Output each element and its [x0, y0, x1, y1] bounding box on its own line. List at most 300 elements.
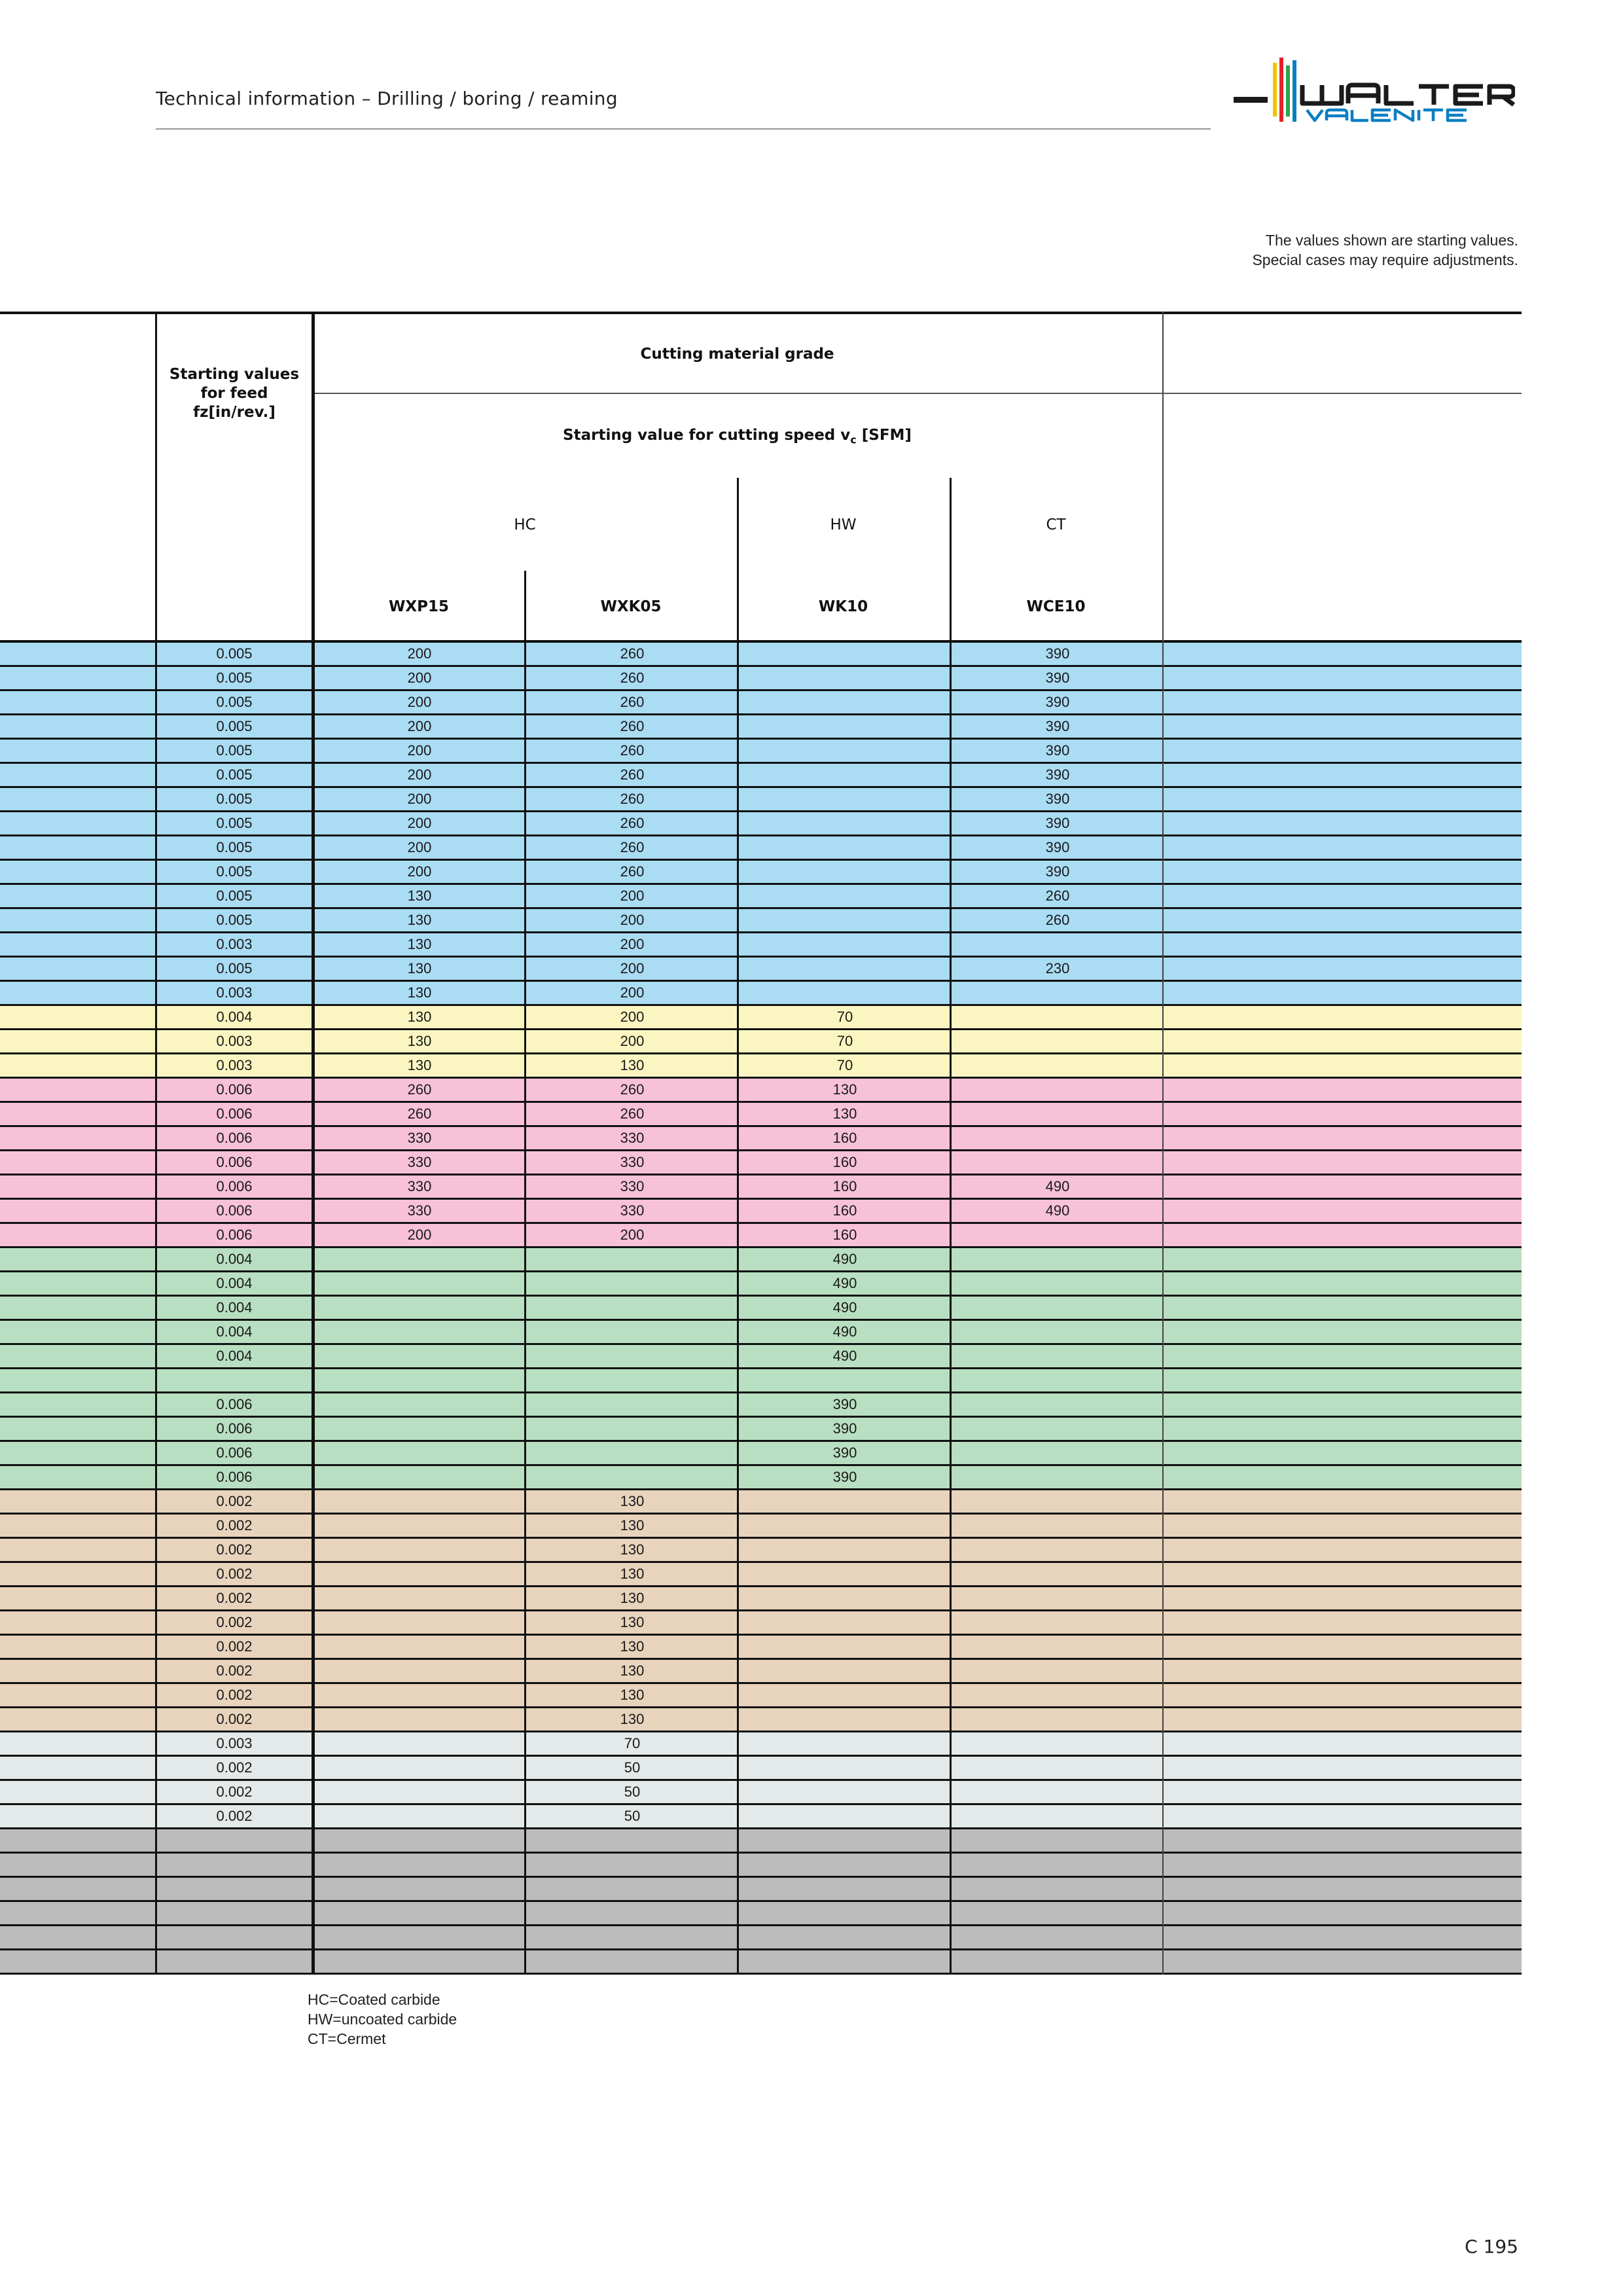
- cell-wxk05: 130: [620, 1711, 645, 1727]
- cell-wce10: [952, 1636, 1163, 1658]
- cutting-speed-label: Starting value for cutting speed v: [563, 427, 851, 444]
- cell-wxk05: 50: [624, 1808, 641, 1824]
- cell-feed: 0.005: [216, 839, 253, 855]
- cell-wxk05: 330: [620, 1154, 645, 1170]
- cell-wce10: [952, 1054, 1163, 1077]
- col-wxk05: WXK05: [600, 598, 662, 615]
- table-row: [0, 1539, 1522, 1563]
- cell-wxk05: 130: [620, 1638, 645, 1655]
- table-row: [0, 667, 1522, 691]
- table-top-rule: [0, 312, 1522, 314]
- cell-wce10: [952, 1079, 1163, 1101]
- cell-wxp15: 200: [407, 670, 432, 686]
- cell-wce10: [952, 1224, 1163, 1246]
- cell-wk10: 130: [832, 1105, 857, 1122]
- cell-wxp15: [314, 1418, 525, 1440]
- table-row: [0, 1902, 1522, 1926]
- table-row: [0, 1321, 1522, 1345]
- grade-header-divider: [313, 393, 1522, 394]
- cell-feed: 0.003: [216, 1033, 253, 1049]
- cell-feed: 0.005: [216, 742, 253, 759]
- cell-wxp15: [314, 1660, 525, 1682]
- cell-wxp15: [314, 1684, 525, 1706]
- table-row: [0, 691, 1522, 715]
- cell-feed: 0.004: [216, 1251, 253, 1267]
- cell-wxk05: 260: [620, 742, 645, 759]
- table-row: [0, 1854, 1522, 1878]
- legend-hw: HW=uncoated carbide: [308, 2011, 457, 2028]
- cell-wxp15: [314, 1757, 525, 1779]
- table-row: [0, 740, 1522, 764]
- cell-wk10: 490: [832, 1275, 857, 1291]
- cell-feed: 0.003: [216, 936, 253, 952]
- cell-wce10: [952, 1660, 1163, 1682]
- cell-wxk05: 130: [620, 1493, 645, 1509]
- cell-wxp15: [314, 1732, 525, 1755]
- table-row: [0, 1200, 1522, 1224]
- cell-wxk05: 130: [620, 1662, 645, 1679]
- cell-wk10: [740, 1950, 950, 1973]
- cell-wce10: [952, 1272, 1163, 1295]
- cell-wxp15: 200: [407, 863, 432, 880]
- cell-wxk05: 200: [620, 888, 645, 904]
- cell-wxp15: 330: [407, 1154, 432, 1170]
- group-hw: HW: [830, 516, 857, 533]
- cell-wk10: 160: [832, 1227, 857, 1243]
- cell-wxp15: 130: [407, 888, 432, 904]
- cutting-speed-unit: [SFM]: [856, 427, 912, 444]
- cell-wxp15: 200: [407, 1227, 432, 1243]
- cell-feed: 0.004: [216, 1275, 253, 1291]
- cell-wce10: [952, 1878, 1163, 1900]
- table-row: [0, 643, 1522, 667]
- cell-wxp15: 130: [407, 960, 432, 977]
- cell-wk10: [740, 812, 950, 834]
- cell-wk10: 70: [836, 1057, 853, 1073]
- cell-wxk05: 260: [620, 815, 645, 831]
- cell-wce10: 390: [1045, 791, 1070, 807]
- cell-wce10: 390: [1045, 839, 1070, 855]
- cell-wk10: [740, 1829, 950, 1852]
- table-row: [0, 1272, 1522, 1297]
- cell-wxp15: [314, 1902, 525, 1924]
- cell-wce10: [952, 1732, 1163, 1755]
- cell-feed: 0.005: [216, 912, 253, 928]
- cell-feed: [157, 1829, 312, 1852]
- table-row: [0, 1345, 1522, 1369]
- cell-feed: 0.004: [216, 1323, 253, 1340]
- table-row: [0, 1175, 1522, 1200]
- cell-wxp15: 130: [407, 936, 432, 952]
- cell-feed: 0.005: [216, 960, 253, 977]
- cell-wk10: [740, 667, 950, 689]
- cell-wxk05: 130: [620, 1590, 645, 1606]
- cell-wk10: [740, 861, 950, 883]
- cell-wce10: [952, 1539, 1163, 1561]
- cell-wk10: 390: [832, 1444, 857, 1461]
- cell-feed: 0.004: [216, 1009, 253, 1025]
- cell-wxk05: 260: [620, 670, 645, 686]
- cell-wce10: 230: [1045, 960, 1070, 977]
- cell-wxk05: [527, 1345, 738, 1367]
- cell-wce10: 390: [1045, 742, 1070, 759]
- cell-wxp15: [314, 1272, 525, 1295]
- cell-wxp15: [314, 1878, 525, 1900]
- cell-wxk05: 200: [620, 1009, 645, 1025]
- cell-wk10: [740, 1757, 950, 1779]
- cell-wk10: [740, 1732, 950, 1755]
- cell-feed: 0.005: [216, 863, 253, 880]
- cell-wxk05: [527, 1829, 738, 1852]
- cell-wxk05: 200: [620, 960, 645, 977]
- cell-wce10: 390: [1045, 766, 1070, 783]
- cell-wxk05: [527, 1393, 738, 1416]
- cell-wk10: 390: [832, 1396, 857, 1412]
- cell-feed: 0.002: [216, 1687, 253, 1703]
- cell-wk10: [740, 1684, 950, 1706]
- cell-feed: 0.005: [216, 670, 253, 686]
- cell-wk10: [740, 982, 950, 1004]
- cell-wxp15: 200: [407, 694, 432, 710]
- cell-wxp15: 330: [407, 1130, 432, 1146]
- table-row: [0, 982, 1522, 1006]
- cell-wxk05: 330: [620, 1130, 645, 1146]
- cell-feed: 0.002: [216, 1638, 253, 1655]
- note-line-1: The values shown are starting values.: [1265, 232, 1518, 249]
- cell-wxk05: 130: [620, 1057, 645, 1073]
- cell-wk10: 390: [832, 1469, 857, 1485]
- cell-wxk05: 260: [620, 694, 645, 710]
- cell-wce10: 390: [1045, 815, 1070, 831]
- table-row: [0, 1805, 1522, 1829]
- cell-feed: 0.002: [216, 1590, 253, 1606]
- cell-feed: 0.004: [216, 1299, 253, 1316]
- cell-wk10: [740, 1805, 950, 1827]
- cell-wce10: [952, 1684, 1163, 1706]
- cell-wxk05: 50: [624, 1784, 641, 1800]
- cell-wk10: 490: [832, 1299, 857, 1316]
- cell-wk10: [740, 643, 950, 665]
- cell-feed: 0.005: [216, 645, 253, 662]
- cell-wxk05: 260: [620, 766, 645, 783]
- table-row: [0, 836, 1522, 861]
- cutting-material-grade-header: Cutting material grade: [640, 346, 834, 363]
- table-row: [0, 1587, 1522, 1611]
- cell-wce10: [952, 1151, 1163, 1174]
- cell-wxk05: [527, 1926, 738, 1948]
- cell-wce10: [952, 1757, 1163, 1779]
- cell-feed: 0.006: [216, 1396, 253, 1412]
- cell-wxk05: 130: [620, 1566, 645, 1582]
- table-row: [0, 1006, 1522, 1030]
- cell-feed: 0.005: [216, 718, 253, 734]
- cell-wxp15: [314, 1950, 525, 1973]
- cell-wce10: [952, 1418, 1163, 1440]
- table-row: [0, 958, 1522, 982]
- table-row: [0, 1684, 1522, 1708]
- cell-wxp15: [314, 1563, 525, 1585]
- cell-wxp15: [314, 1587, 525, 1609]
- cell-wce10: 390: [1045, 645, 1070, 662]
- cell-wce10: [952, 1321, 1163, 1343]
- cell-feed: 0.005: [216, 694, 253, 710]
- cell-wk10: [740, 836, 950, 859]
- cell-wce10: [952, 1926, 1163, 1948]
- cell-wce10: [952, 1611, 1163, 1634]
- cutting-speed-header: [313, 426, 1162, 450]
- table-row: [0, 1926, 1522, 1950]
- table-row: [0, 1030, 1522, 1054]
- cell-wxk05: 130: [620, 1687, 645, 1703]
- table-row: [0, 788, 1522, 812]
- cell-feed: [157, 1926, 312, 1948]
- feed-header-line-2: for feed: [200, 385, 268, 402]
- cell-wce10: [952, 1515, 1163, 1537]
- cell-feed: 0.006: [216, 1420, 253, 1437]
- cell-wk10: [740, 1636, 950, 1658]
- cell-wk10: [740, 1708, 950, 1731]
- table-row: [0, 1466, 1522, 1490]
- table-row: [0, 861, 1522, 885]
- cell-feed: 0.004: [216, 1348, 253, 1364]
- cell-feed: 0.006: [216, 1154, 253, 1170]
- cell-wce10: [952, 1902, 1163, 1924]
- cell-wce10: [952, 1829, 1163, 1852]
- page-number: C 195: [1465, 2236, 1518, 2257]
- cell-wk10: [740, 715, 950, 738]
- cell-wce10: 260: [1045, 888, 1070, 904]
- cell-feed: 0.002: [216, 1566, 253, 1582]
- table-row: [0, 1418, 1522, 1442]
- table-row: [0, 1878, 1522, 1902]
- cell-wxp15: [314, 1297, 525, 1319]
- legend-ct: CT=Cermet: [308, 2030, 386, 2047]
- table-row: [0, 1515, 1522, 1539]
- cell-wxk05: 70: [624, 1735, 641, 1751]
- cell-wxp15: [314, 1393, 525, 1416]
- cell-wxk05: [527, 1297, 738, 1319]
- cell-wk10: 160: [832, 1178, 857, 1194]
- col-wk10: WK10: [818, 598, 868, 615]
- table-row: [0, 715, 1522, 740]
- table-row: [0, 1781, 1522, 1805]
- cell-wxk05: 260: [620, 645, 645, 662]
- cell-wxk05: [527, 1854, 738, 1876]
- cell-wk10: [740, 909, 950, 931]
- cell-feed: [157, 1950, 312, 1973]
- cell-wce10: [952, 1805, 1163, 1827]
- cell-wxp15: 200: [407, 815, 432, 831]
- cell-wxk05: [527, 1272, 738, 1295]
- cell-wce10: [952, 1393, 1163, 1416]
- cell-wce10: [952, 1563, 1163, 1585]
- cell-wxp15: [314, 1321, 525, 1343]
- group-ct: CT: [1046, 516, 1066, 533]
- cell-wk10: [740, 1781, 950, 1803]
- cell-wce10: [952, 1442, 1163, 1464]
- cell-wk10: 160: [832, 1154, 857, 1170]
- cell-wxk05: 200: [620, 912, 645, 928]
- cell-wk10: [740, 1490, 950, 1513]
- cell-wxk05: 330: [620, 1178, 645, 1194]
- cell-wk10: 70: [836, 1033, 853, 1049]
- table-row: [0, 1708, 1522, 1732]
- cell-wce10: 390: [1045, 718, 1070, 734]
- cell-wce10: [952, 1708, 1163, 1731]
- cell-feed: 0.006: [216, 1178, 253, 1194]
- abbreviation-legend: [308, 1990, 457, 2049]
- cell-wxp15: [314, 1854, 525, 1876]
- table-row: [0, 1224, 1522, 1248]
- cell-wxp15: [314, 1805, 525, 1827]
- table-row: [0, 1829, 1522, 1854]
- cell-wxk05: 200: [620, 1033, 645, 1049]
- table-row: [0, 1103, 1522, 1127]
- cell-feed: 0.005: [216, 815, 253, 831]
- cell-wce10: 490: [1045, 1202, 1070, 1219]
- table-row: [0, 1151, 1522, 1175]
- cell-feed: 0.002: [216, 1517, 253, 1534]
- cell-feed: 0.002: [216, 1784, 253, 1800]
- col-wce10: WCE10: [1026, 598, 1086, 615]
- table-row: [0, 1732, 1522, 1757]
- cell-wxp15: 130: [407, 912, 432, 928]
- table-row: [0, 1393, 1522, 1418]
- cell-wxp15: [314, 1515, 525, 1537]
- cell-wk10: [740, 764, 950, 786]
- cell-feed: [157, 1854, 312, 1876]
- cell-wk10: [740, 1515, 950, 1537]
- col-wxp15: WXP15: [389, 598, 449, 615]
- cell-wk10: 160: [832, 1202, 857, 1219]
- cell-feed: 0.002: [216, 1493, 253, 1509]
- cell-wk10: [740, 958, 950, 980]
- cell-feed: 0.002: [216, 1614, 253, 1630]
- note-line-2: Special cases may require adjustments.: [1252, 251, 1518, 268]
- cell-wxk05: 130: [620, 1517, 645, 1534]
- cell-wce10: [952, 1950, 1163, 1973]
- table-row: [0, 1660, 1522, 1684]
- cell-wxp15: [314, 1490, 525, 1513]
- cell-wce10: [952, 1248, 1163, 1270]
- cell-wk10: [740, 1660, 950, 1682]
- cell-wk10: 70: [836, 1009, 853, 1025]
- cell-wxk05: 200: [620, 936, 645, 952]
- cell-wce10: 390: [1045, 863, 1070, 880]
- cell-wce10: [952, 1006, 1163, 1028]
- cell-feed: 0.002: [216, 1541, 253, 1558]
- table-row: [0, 1442, 1522, 1466]
- cell-wce10: [952, 1854, 1163, 1876]
- cell-wxp15: [314, 1466, 525, 1488]
- cell-wk10: 160: [832, 1130, 857, 1146]
- cell-wxp15: 330: [407, 1202, 432, 1219]
- table-row: [0, 933, 1522, 958]
- feed-header: [157, 365, 312, 422]
- cell-feed: 0.006: [216, 1227, 253, 1243]
- cell-wce10: 490: [1045, 1178, 1070, 1194]
- cell-wce10: 390: [1045, 670, 1070, 686]
- cell-wk10: [740, 788, 950, 810]
- cell-feed: 0.003: [216, 1735, 253, 1751]
- cell-wk10: 130: [832, 1081, 857, 1098]
- legend-hc: HC=Coated carbide: [308, 1991, 440, 2008]
- cell-feed: 0.002: [216, 1711, 253, 1727]
- cell-wk10: [740, 691, 950, 713]
- cell-wxp15: 200: [407, 645, 432, 662]
- cell-wxk05: 200: [620, 1227, 645, 1243]
- cell-wxk05: 260: [620, 1081, 645, 1098]
- table-row: [0, 1297, 1522, 1321]
- cell-wce10: [952, 1127, 1163, 1149]
- table-row: [0, 1127, 1522, 1151]
- cell-wxk05: [527, 1466, 738, 1488]
- cell-wxp15: [314, 1636, 525, 1658]
- cell-wxk05: [527, 1950, 738, 1973]
- cell-feed: 0.005: [216, 766, 253, 783]
- cell-wxp15: 130: [407, 1057, 432, 1073]
- table-row: [0, 812, 1522, 836]
- cell-feed: 0.006: [216, 1444, 253, 1461]
- vline-hc-hw: [737, 478, 739, 1975]
- cell-wce10: [952, 1587, 1163, 1609]
- cell-feed: [157, 1878, 312, 1900]
- cell-wk10: [740, 1926, 950, 1948]
- cell-wxp15: 130: [407, 1009, 432, 1025]
- cell-wxp15: [314, 1539, 525, 1561]
- table-row: [0, 1950, 1522, 1975]
- cell-wxk05: [527, 1878, 738, 1900]
- cell-wce10: [952, 1030, 1163, 1052]
- cell-wxk05: 260: [620, 791, 645, 807]
- cell-wce10: 260: [1045, 912, 1070, 928]
- cell-wxk05: 330: [620, 1202, 645, 1219]
- cell-wk10: [740, 1878, 950, 1900]
- cell-wxk05: [527, 1902, 738, 1924]
- cell-wxk05: 260: [620, 839, 645, 855]
- cell-wk10: [740, 933, 950, 956]
- table-row: [0, 885, 1522, 909]
- cell-wce10: 390: [1045, 694, 1070, 710]
- cell-wxp15: [314, 1611, 525, 1634]
- cell-wxk05: 130: [620, 1614, 645, 1630]
- table-row: [0, 1611, 1522, 1636]
- cell-wce10: [952, 1490, 1163, 1513]
- table-row: [0, 1248, 1522, 1272]
- vline-feed-left: [155, 312, 157, 1975]
- cell-wk10: [740, 1902, 950, 1924]
- table-row: [0, 1563, 1522, 1587]
- table-row: [0, 1054, 1522, 1079]
- cutting-speed-subscript: c: [850, 433, 857, 446]
- cell-feed: 0.006: [216, 1105, 253, 1122]
- cell-wxp15: [314, 1442, 525, 1464]
- cell-feed: 0.005: [216, 791, 253, 807]
- cell-feed: [157, 1369, 312, 1391]
- group-hc: HC: [514, 516, 536, 533]
- cell-feed: 0.002: [216, 1662, 253, 1679]
- table-row: [0, 909, 1522, 933]
- cell-wxk05: [527, 1369, 738, 1391]
- cell-wxk05: 260: [620, 863, 645, 880]
- table-row: [0, 1636, 1522, 1660]
- table-row: [0, 1757, 1522, 1781]
- cell-wce10: [952, 1781, 1163, 1803]
- cell-wxk05: [527, 1418, 738, 1440]
- cell-feed: [157, 1902, 312, 1924]
- cell-feed: 0.006: [216, 1081, 253, 1098]
- vline-feed-right: [312, 312, 315, 1975]
